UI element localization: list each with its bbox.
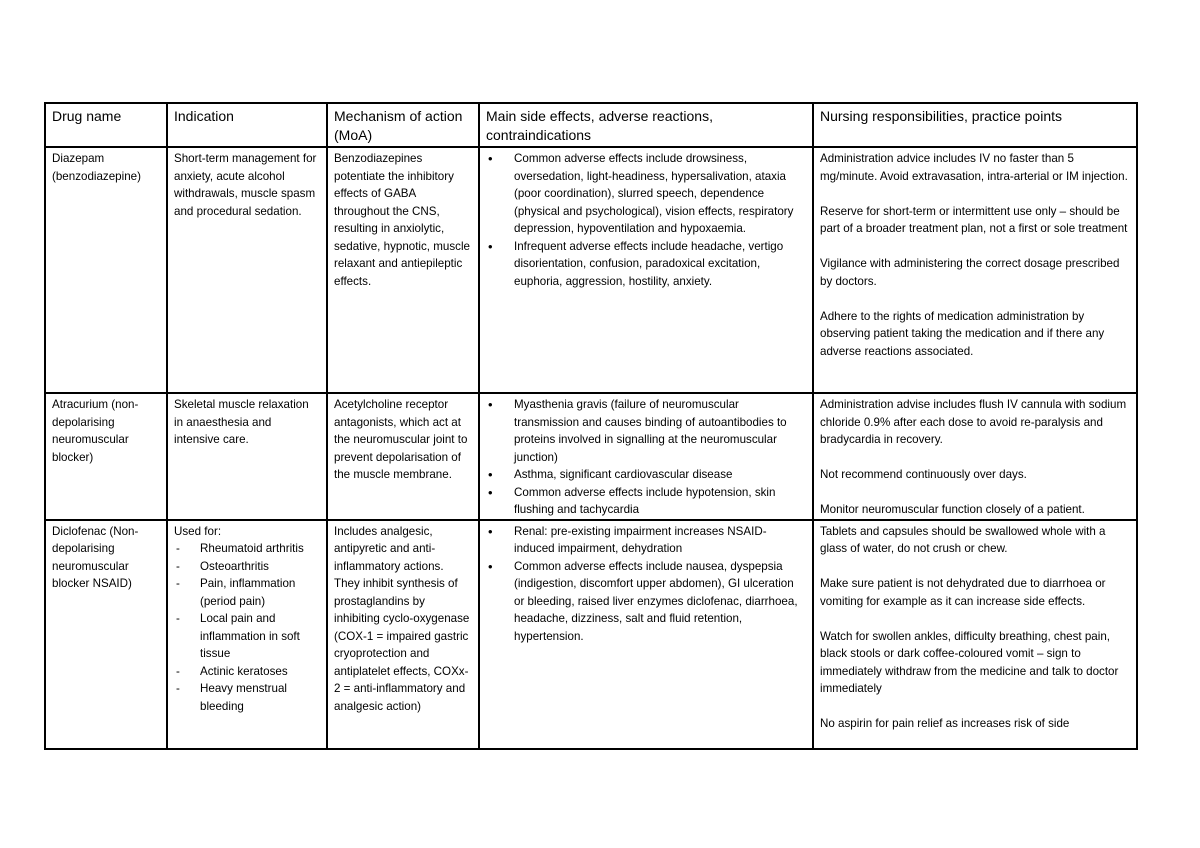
drug-name-cell: Diclofenac (Non-depolarising neuromuscular blocker NSAID)	[45, 520, 167, 749]
side-effect-item: • Common adverse effects include nausea, dyspepsia (indigestion, discomfort upper abdomen), GI ulceration or bleeding, raised liver enzymes diclofenac, diarrhoea, headache, dizziness, salt and fluid retention, hypertension.	[514, 558, 806, 646]
indication-cell: Short-term management for anxiety, acute alcohol withdrawals, muscle spasm and procedural sedation.	[167, 147, 327, 393]
mechanism-cell: Acetylcholine receptor antagonists, which act at the neuromuscular joint to prevent depolarisation of the muscle membrane.	[327, 393, 479, 520]
header-drug-name: Drug name	[45, 103, 167, 147]
nursing-cell	[813, 393, 1137, 520]
indication-item: - Local pain and inflammation in soft tissue	[200, 610, 320, 663]
nursing-paragraph: Not recommend continuously over days.	[820, 468, 1027, 481]
side-effects-list	[486, 150, 806, 290]
nursing-paragraph: Tablets and capsules should be swallowed whole with a glass of water, do not crush or chew.	[820, 524, 1106, 555]
side-effect-item: • Myasthenia gravis (failure of neuromuscular transmission and causes binding of autoantibodies to proteins involved in signalling at the neuromuscular junction)	[514, 396, 806, 466]
nursing-paragraph: Watch for swollen ankles, difficulty breathing, chest pain, black stools or dark coffee-coloured vomit – sign to immediately withdraw from the medicine and talk to doctor immediately	[820, 629, 1119, 695]
header-side-effects: Main side effects, adverse reactions, contraindications	[479, 103, 813, 147]
nursing-cell	[813, 520, 1137, 749]
table-row-atracurium	[45, 393, 1137, 520]
nursing-paragraph: Reserve for short-term or intermittent use only – should be part of a broader treatment plan, not a first or sole treatment	[820, 204, 1128, 235]
indication-intro: Used for:	[174, 524, 222, 538]
nursing-paragraph: Adhere to the rights of medication administration by observing patient taking the medication and if there any adverse reactions associated.	[820, 309, 1105, 358]
side-effect-item: • Infrequent adverse effects include headache, vertigo disorientation, confusion, paradoxical excitation, euphoria, aggression, hostility, anxiety.	[514, 238, 806, 291]
mechanism-cell: Includes analgesic, antipyretic and anti-inflammatory actions. They inhibit synthesis of prostaglandins by inhibiting cyclo-oxygenase (COX-1 = impaired gastric cryoprotection and antiplatelet effects, COXx-2 = anti-inflammatory and analgesic action)	[327, 520, 479, 749]
nursing-paragraph: Vigilance with administering the correct dosage prescribed by doctors.	[820, 257, 1120, 288]
side-effect-item: • Common adverse effects include drowsiness, oversedation, light-headiness, hypersalivation, ataxia (poor coordination), slurred speech, dependence (physical and psychological), vision effects, respiratory depression, hypoventilation and hypoxaemia.	[514, 150, 806, 238]
side-effects-list	[486, 396, 806, 519]
side-effect-item: • Asthma, significant cardiovascular disease	[514, 466, 806, 484]
side-effects-cell	[479, 393, 813, 520]
side-effect-item: • Common adverse effects include hypotension, skin flushing and tachycardia	[514, 484, 806, 519]
indication-list	[174, 540, 320, 715]
table-row-diclofenac	[45, 520, 1137, 749]
indication-item: - Osteoarthritis	[200, 558, 320, 576]
nursing-paragraph: Monitor neuromuscular function closely of a patient.	[820, 503, 1085, 516]
drug-table	[44, 102, 1138, 750]
indication-item: - Actinic keratoses	[200, 663, 320, 681]
mechanism-cell: Benzodiazepines potentiate the inhibitory effects of GABA throughout the CNS, resulting in anxiolytic, sedative, hypnotic, muscle relaxant and antiepileptic effects.	[327, 147, 479, 393]
side-effects-list	[486, 523, 806, 646]
table-row-diazepam	[45, 147, 1137, 393]
header-nursing: Nursing responsibilities, practice points	[813, 103, 1137, 147]
indication-item: - Rheumatoid arthritis	[200, 540, 320, 558]
nursing-paragraph: No aspirin for pain relief as increases risk of side	[820, 717, 1070, 730]
indication-item: - Pain, inflammation (period pain)	[200, 575, 320, 610]
drug-name-cell: Diazepam (benzodiazepine)	[45, 147, 167, 393]
side-effect-item: • Renal: pre-existing impairment increases NSAID-induced impairment, dehydration	[514, 523, 806, 558]
indication-cell	[167, 520, 327, 749]
drug-name-cell: Atracurium (non-depolarising neuromuscular blocker)	[45, 393, 167, 520]
header-mechanism: Mechanism of action (MoA)	[327, 103, 479, 147]
side-effects-cell	[479, 520, 813, 749]
indication-item: - Heavy menstrual bleeding	[200, 680, 320, 715]
table-header-row	[45, 103, 1137, 147]
nursing-paragraph: Make sure patient is not dehydrated due to diarrhoea or vomiting for example as it can increase side effects.	[820, 577, 1106, 608]
header-indication: Indication	[167, 103, 327, 147]
nursing-cell	[813, 147, 1137, 393]
side-effects-cell	[479, 147, 813, 393]
nursing-paragraph: Administration advice includes IV no faster than 5 mg/minute. Avoid extravasation, intra-arterial or IM injection.	[820, 152, 1128, 183]
indication-cell: Skeletal muscle relaxation in anaesthesia and intensive care.	[167, 393, 327, 520]
nursing-paragraph: Administration advise includes flush IV cannula with sodium chloride 0.9% after each dose to avoid re-paralysis and bradycardia in recovery.	[820, 398, 1127, 446]
